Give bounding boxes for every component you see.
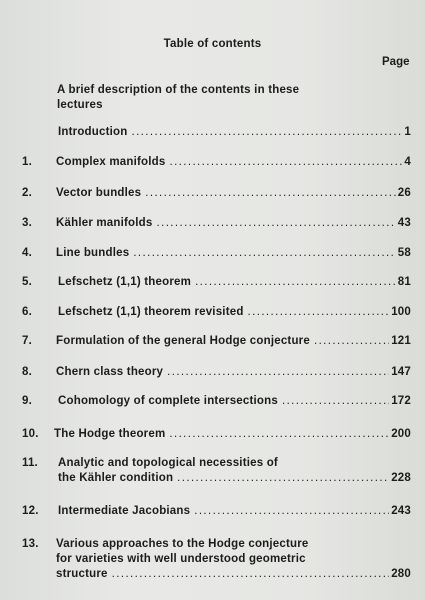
toc-entry-introduction <box>0 126 425 142</box>
dot-leader <box>248 306 390 318</box>
entry-number: 11. <box>22 457 38 469</box>
entry-page: 121 <box>391 335 411 347</box>
dot-leader <box>177 472 389 484</box>
dot-leader <box>282 395 389 407</box>
entry-title: Complex manifolds <box>56 156 166 168</box>
entry-title: Vector bundles <box>56 187 142 199</box>
entry-number: 9. <box>22 395 32 407</box>
toc-entry-continuation <box>0 553 425 569</box>
dot-leader <box>145 187 396 199</box>
entry-number: 12. <box>22 505 39 517</box>
toc-entry <box>0 247 425 263</box>
toc-entry <box>0 505 425 521</box>
toc-entry <box>0 457 425 473</box>
entry-title: the Kähler condition <box>58 472 174 484</box>
entry-title: Lefschetz (1,1) theorem <box>58 276 192 288</box>
brief-line: A brief description of the contents in these <box>57 84 300 96</box>
toc-entry <box>0 156 425 172</box>
entry-title: Intermediate Jacobians <box>58 505 191 517</box>
toc-title: Table of contents <box>163 38 262 50</box>
entry-page: 243 <box>391 505 411 517</box>
dot-leader <box>131 126 402 138</box>
dot-leader <box>112 568 390 580</box>
entry-page: 147 <box>391 366 411 378</box>
brief-line: lectures <box>57 99 103 111</box>
entry-page: 26 <box>397 187 411 199</box>
toc-entry <box>0 395 425 411</box>
entry-title: Cohomology of complete intersections <box>58 395 278 407</box>
entry-page: 280 <box>391 568 411 580</box>
entry-page: 172 <box>391 395 411 407</box>
toc-entry <box>0 217 425 233</box>
dot-leader <box>195 276 396 288</box>
toc-entry <box>0 276 425 292</box>
toc-entry <box>0 306 425 322</box>
entry-title: Chern class theory <box>56 366 164 378</box>
toc-entry <box>0 187 425 203</box>
entry-page: 1 <box>404 126 411 138</box>
toc-entry <box>0 335 425 351</box>
entry-title: The Hodge theorem <box>54 428 166 440</box>
entry-page: 100 <box>391 306 411 318</box>
entry-title: Formulation of the general Hodge conjecture <box>56 335 310 347</box>
entry-title-line: Analytic and topological necessities of <box>58 457 278 469</box>
dot-leader <box>169 428 389 440</box>
entry-number: 5. <box>22 276 32 288</box>
dot-leader <box>157 217 396 229</box>
toc-entry-continuation <box>0 568 425 584</box>
entry-title-line: Various approaches to the Hodge conjecture <box>56 538 309 550</box>
entry-title: structure <box>56 568 108 580</box>
entry-number: 8. <box>22 366 32 378</box>
entry-number: 2. <box>22 187 32 199</box>
entry-page: 228 <box>391 472 411 484</box>
entry-number: 13. <box>22 538 39 550</box>
toc-entry-continuation <box>0 472 425 488</box>
entry-number: 6. <box>22 306 32 318</box>
entry-number: 7. <box>22 335 32 347</box>
entry-title-line: for varieties with well understood geometric <box>56 553 306 565</box>
entry-page: 58 <box>397 247 411 259</box>
dot-leader <box>314 335 389 347</box>
page-column-label: Page <box>382 56 410 68</box>
entry-number: 10. <box>22 428 39 440</box>
brief-description <box>57 83 357 113</box>
dot-leader <box>169 156 402 168</box>
toc-entry <box>0 366 425 382</box>
entry-page: 200 <box>391 428 411 440</box>
toc-entry <box>0 538 425 554</box>
entry-page: 4 <box>404 156 411 168</box>
entry-title: Line bundles <box>56 247 130 259</box>
entry-number: 3. <box>22 217 32 229</box>
entry-number: 4. <box>22 247 32 259</box>
toc-entry <box>0 428 425 444</box>
entry-title: Lefschetz (1,1) theorem revisited <box>58 306 244 318</box>
dot-leader <box>194 505 389 517</box>
dot-leader <box>167 366 389 378</box>
entry-title: Introduction <box>58 126 128 138</box>
entry-number: 1. <box>22 156 32 168</box>
entry-page: 81 <box>397 276 411 288</box>
entry-title: Kähler manifolds <box>56 217 153 229</box>
entry-page: 43 <box>397 217 411 229</box>
dot-leader <box>133 247 395 259</box>
